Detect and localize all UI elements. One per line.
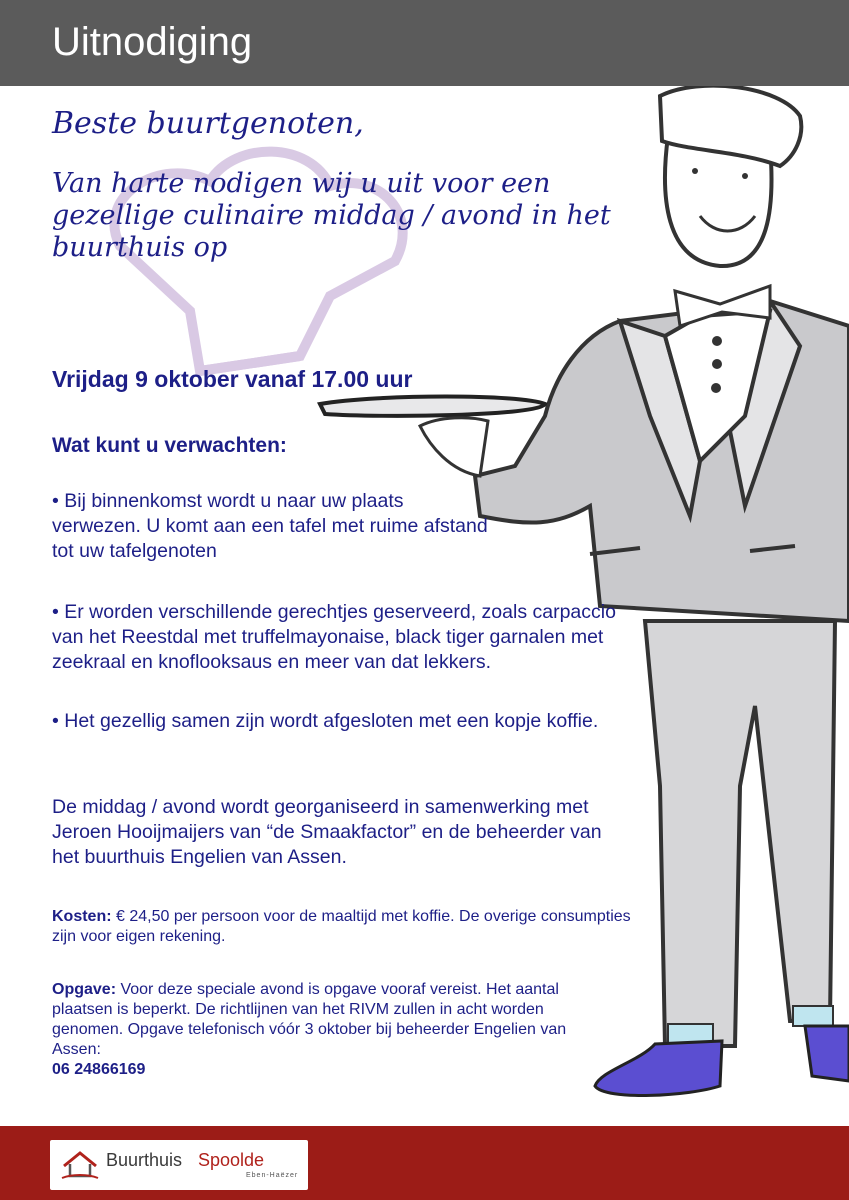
right-sock (793, 1006, 833, 1026)
detail-organisers: De middag / avond wordt georganiseerd in samenwerking met Jeroen Hooijmaijers van “de Smaakfactor” en de beheerder van het buurthuis Engelien van Assen. (52, 796, 602, 868)
left-shoe (595, 1041, 722, 1095)
header-bar (0, 0, 849, 86)
logo-text-spoolde: Spoolde (198, 1150, 265, 1170)
event-date: Vrijdag 9 oktober vanaf 17.00 uur (52, 366, 413, 392)
signup-phone: 06 24866169 (52, 1061, 146, 1078)
right-shoe (805, 1026, 849, 1081)
expect-heading: Wat kunt u verwachten: (52, 434, 287, 457)
detail-coffee: • Het gezellig samen zijn wordt afgesloten met een kopje koffie. (52, 710, 599, 732)
intro-text: Van harte nodigen wij u uit voor een gezellige culinaire middag / avond in het buurthuis op (52, 168, 611, 263)
logo-text-buurthuis: Buurthuis (106, 1150, 183, 1170)
signup-section (52, 980, 612, 1080)
costs-text: € 24,50 per persoon voor de maaltijd met koffie. De overige consumpties zijn voor eigen rekening. (52, 908, 631, 945)
left-eye (692, 168, 698, 174)
waiter-hand (420, 418, 488, 476)
logo-subtitle: Eben-Haëzer (246, 1172, 299, 1179)
signup-label: Opgave: (52, 981, 117, 998)
page-title: Uitnodiging (52, 20, 253, 64)
serving-tray (320, 397, 545, 416)
signup-text: Voor deze speciale avond is opgave vooraf vereist. Het aantal plaatsen is beperkt. De richtlijnen van het RIVM zullen in acht worden genomen. Opgave telefonisch vóór 3 oktober bij beheerder Engelien van Assen: (52, 981, 567, 1058)
trousers (645, 621, 835, 1046)
house-logo-icon (60, 1148, 100, 1182)
costs-label: Kosten: (52, 908, 112, 925)
footer-bar (0, 1126, 849, 1200)
buurthuis-logo (50, 1140, 308, 1190)
detail-dishes: • Er worden verschillende gerechtjes geserveerd, zoals carpaccio van het Reestdal met truffelmayonaise, black tiger garnalen met zeekraal en knoflooksaus en meer van dat lekkers. (52, 601, 616, 673)
jacket (475, 301, 849, 621)
detail-arrival: • Bij binnenkomst wordt u naar uw plaats verwezen. U komt aan een tafel met ruime afstand tot uw tafelgenoten (52, 490, 488, 562)
costs-section (52, 907, 632, 947)
right-eye (742, 173, 748, 179)
greeting: Beste buurtgenoten, (52, 106, 364, 141)
